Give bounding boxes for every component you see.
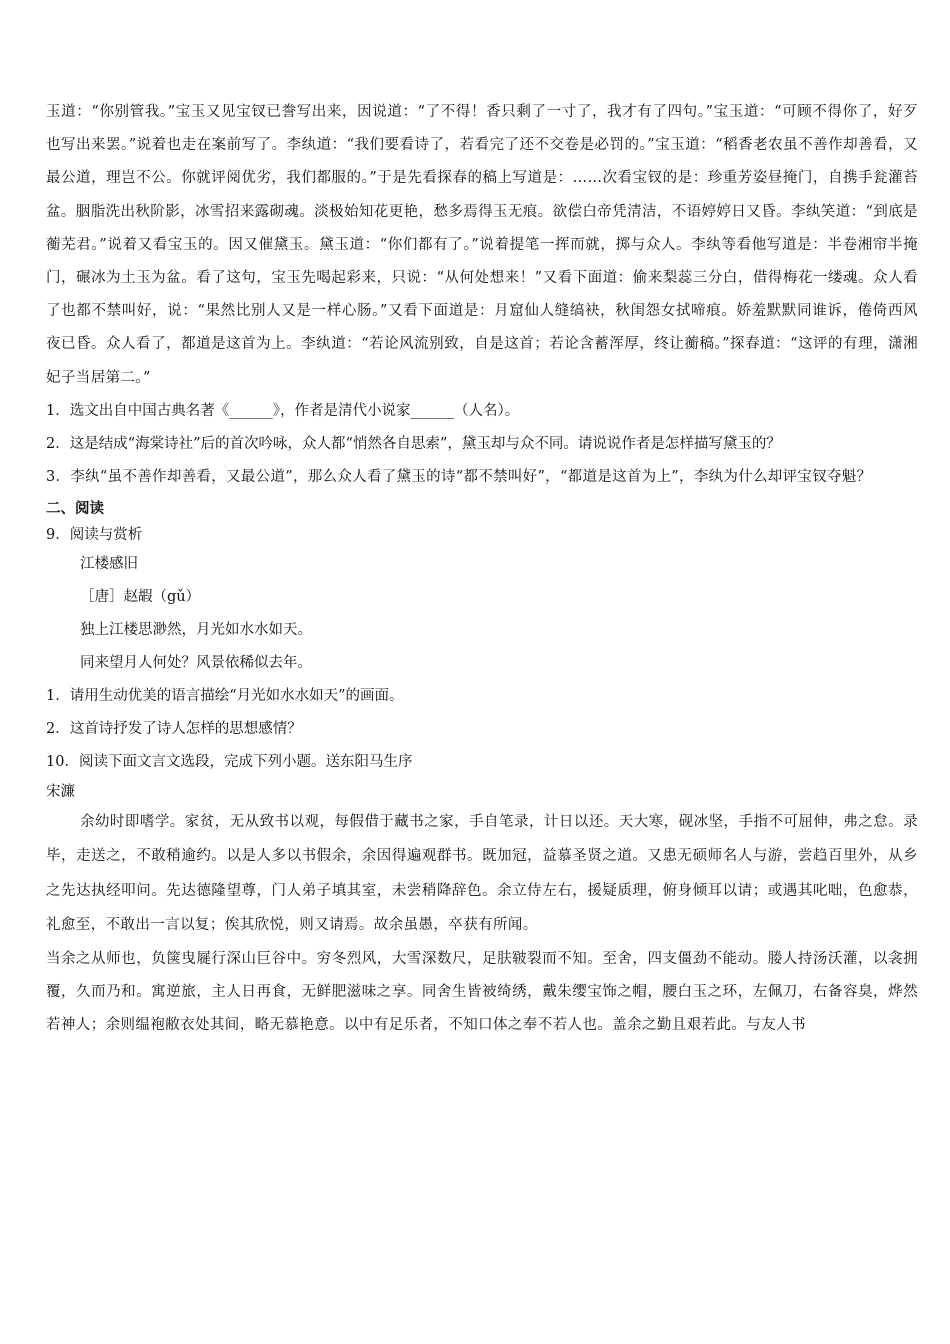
poem-line-1: 独上江楼思渺然，月光如水水如天。 bbox=[80, 621, 312, 638]
section-heading-reading: 二、阅读 bbox=[46, 499, 104, 517]
question-1-3: 3．李纨“虽不善作却善看，又最公道”，那么众人看了黛玉的诗“都不禁叫好”，“都道是这首为上”，李纨为什么却评宝钗夺魁？ bbox=[46, 468, 872, 485]
prose-author: 宋濂 bbox=[46, 783, 75, 800]
question-1-1: 1．选文出自中国古典名著《______》，作者是清代小说家______（人名）。 bbox=[46, 402, 520, 419]
prose-paragraph-1: 余幼时即嗜学。家贫，无从致书以观，每假借于藏书之家，手自笔录，计日以还。天大寒，砚冰坚，手指不可屈伸，弗之怠。录毕，走送之，不敢稍逾约。以是人多以书假余，余因得遍观群书。既加冠，益慕圣贤之道。又患无硕师名人与游，尝趋百里外，从乡之先达执经叩问。先达德隆望尊，门人弟子填其室，未尝稍降辞色。余立侍左右，援疑质理，俯身倾耳以请；或遇其叱咄，色愈恭，礼愈至，不敢出一言以复；俟其欣悦，则又请焉。故余虽愚，卒获有所闻。 bbox=[46, 813, 918, 934]
poem-author: ［唐］赵嘏（gǔ） bbox=[80, 588, 201, 605]
document-page bbox=[46, 96, 918, 1042]
prose-paragraph-2: 当余之从师也，负箧曳屣行深山巨谷中。穷冬烈风，大雪深数尺，足肤皲裂而不知。至舍，四支僵劲不能动。媵人持汤沃灌，以衾拥覆，久而乃和。寓逆旅，主人日再食，无鲜肥滋味之享。同舍生皆被绮绣，戴朱缨宝饰之帽，腰白玉之环，左佩刀，右备容臭，烨然若神人；余则缊袍敝衣处其间，略无慕艳意。以中有足乐者，不知口体之奉不若人也。盖余之勤且艰若此。与友人书 bbox=[46, 950, 918, 1034]
poem-line-2: 同来望月人何处？风景依稀似去年。 bbox=[80, 654, 312, 671]
question-9-title: 9．阅读与赏析 bbox=[46, 526, 143, 543]
question-1-2: 2．这是结成“海棠诗社”后的首次吟咏，众人都“悄然各自思索”，黛玉却与众不同。请说说作者是怎样描写黛玉的？ bbox=[46, 435, 781, 452]
question-9-2: 2．这首诗抒发了诗人怎样的思想感情？ bbox=[46, 720, 302, 737]
question-10-title: 10．阅读下面文言文选段，完成下列小题。送东阳马生序 bbox=[46, 753, 413, 770]
poem-title: 江楼感旧 bbox=[80, 555, 138, 572]
question-9-1: 1．请用生动优美的语言描绘“月光如水水如天”的画面。 bbox=[46, 687, 404, 704]
passage-dream-red-mansions: 玉道：“你别管我。”宝玉又见宝钗已誊写出来，因说道：“了不得！香只剩了一寸了，我才有了四句。”宝玉道：“可顾不得你了，好歹也写出来罢。”说着也走在案前写了。李纨道：“我们要看诗了，若看完了还不交卷是必罚的。”宝玉道：“稻香老农虽不善作却善看，又最公道，理岂不公。你就评阅优劣，我们都服的。”于是先看探春的稿上写道是：……次看宝钗的是：珍重芳姿昼掩门，自携手瓮灌苔盆。胭脂洗出秋阶影，冰雪招来露砌魂。淡极始知花更艳，愁多焉得玉无痕。欲偿白帝凭清洁，不语婷婷日又昏。李纨笑道：“到底是蘅芜君。”说着又看宝玉的。因又催黛玉。黛玉道：“你们都有了。”说着提笔一挥而就，掷与众人。李纨等看他写道是：半卷湘帘半掩门，碾冰为土玉为盆。看了这句，宝玉先喝起彩来，只说：“从何处想来！”又看下面道：偷来梨蕊三分白，借得梅花一缕魂。众人看了也都不禁叫好，说：“果然比别人又是一样心肠。”又看下面道是：月窟仙人缝缟袂，秋闺怨女拭啼痕。娇羞默默同谁诉，倦倚西风夜已昏。众人看了，都道是这首为上。李纨道：“若论风流别致，自是这首；若论含蓄浑厚，终让蘅稿。”探春道：“这评的有理，潇湘妃子当居第二。” bbox=[46, 104, 919, 386]
